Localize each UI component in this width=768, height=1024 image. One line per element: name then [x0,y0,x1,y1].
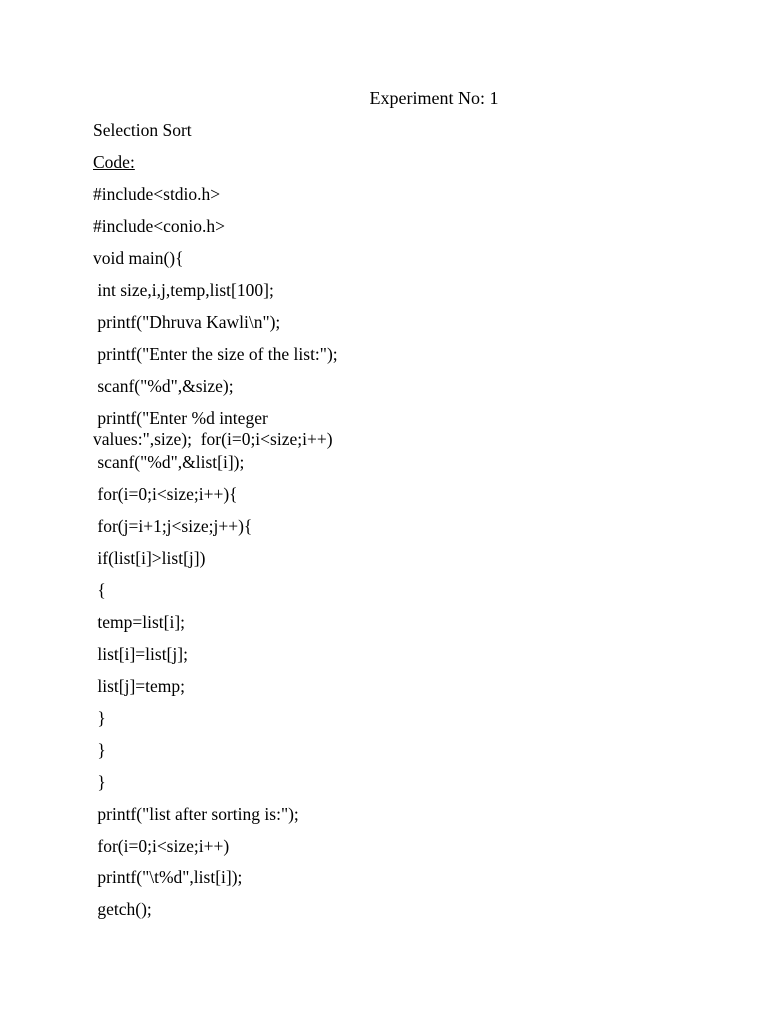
code-line: scanf("%d",&size); [93,376,234,396]
code-line: void main(){ [93,248,184,268]
code-line: } [93,772,106,792]
code-line: printf("list after sorting is:"); [93,804,299,824]
code-line: printf("\t%d",list[i]); [93,867,243,887]
code-line: for(i=0;i<size;i++) [93,836,230,856]
experiment-title [0,87,768,109]
code-line: scanf("%d",&list[i]); [93,452,245,472]
code-line: list[j]=temp; [93,676,186,696]
code-line: } [93,708,106,728]
code-line: for(i=0;i<size;i++){ [93,484,238,504]
program-name: Selection Sort [93,120,192,140]
code-line: #include<conio.h> [93,216,226,236]
code-line: } [93,740,106,760]
code-line: temp=list[i]; [93,612,186,632]
code-line: printf("Enter %d integer [93,408,268,428]
code-line: { [93,580,106,600]
code-line: printf("Enter the size of the list:"); [93,344,338,364]
code-line: getch(); [93,899,152,919]
experiment-title-text: Experiment No: 1 [369,88,499,108]
code-line: for(j=i+1;j<size;j++){ [93,516,253,536]
code-line: values:",size); for(i=0;i<size;i++) [93,429,333,449]
code-heading: Code: [93,152,135,172]
code-line: list[i]=list[j]; [93,644,188,664]
code-line: #include<stdio.h> [93,184,221,204]
code-line: printf("Dhruva Kawli\n"); [93,312,281,332]
code-line: if(list[i]>list[j]) [93,548,206,568]
code-line: int size,i,j,temp,list[100]; [93,280,274,300]
